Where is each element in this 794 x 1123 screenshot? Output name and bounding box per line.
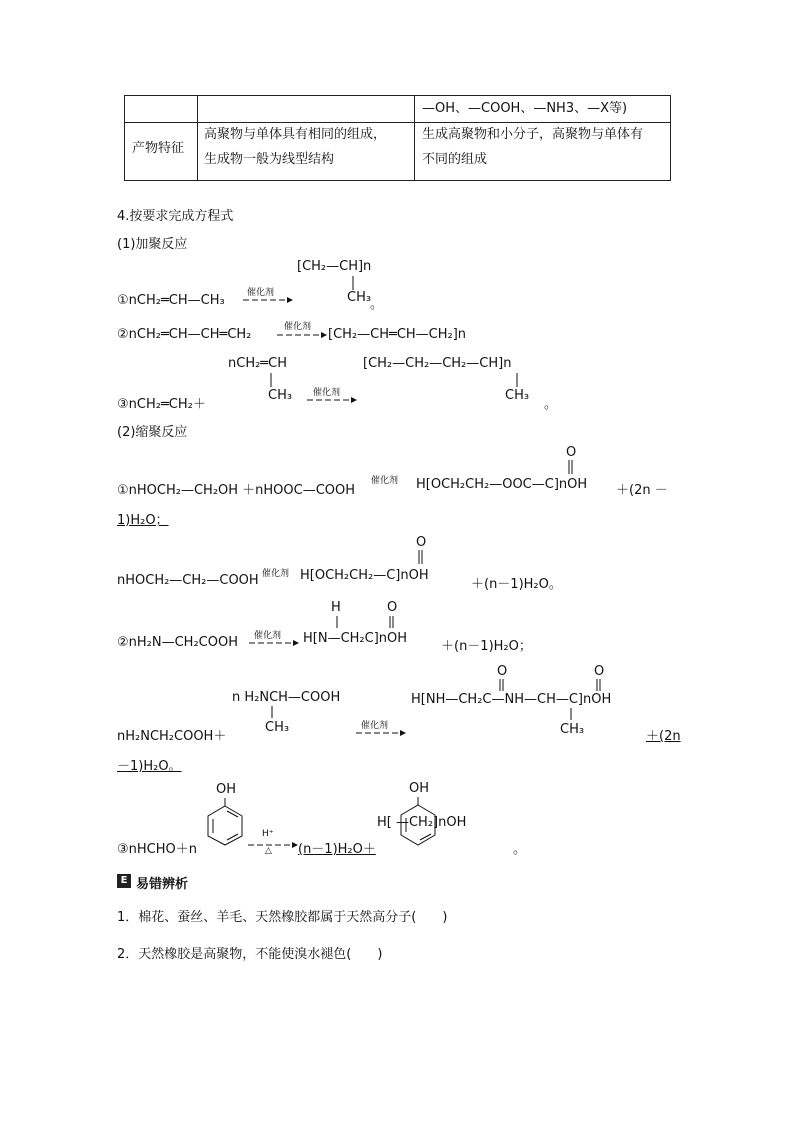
- c1b-catalyst: 催化剂: [262, 569, 290, 579]
- c3-arrow: [356, 728, 406, 740]
- c3-double-bond-2: [596, 679, 602, 691]
- table-cell-r2c3-line2: 不同的组成: [422, 152, 488, 167]
- eq3-product-sub: CH₃: [505, 388, 530, 403]
- table-border-top: [124, 95, 671, 96]
- eq3-arrow: [307, 395, 357, 407]
- eq1-bond: [352, 276, 354, 290]
- table-col-divider-1: [197, 95, 198, 181]
- section-title: 4.按要求完成方程式: [117, 209, 234, 224]
- c3-catalyst: 催化剂: [361, 721, 389, 731]
- eq1-left: ①nCH₂═CH—CH₃: [117, 293, 225, 308]
- c1-product: H[OCH₂CH₂—OOC—C]nOH: [416, 477, 588, 492]
- c2-h: H: [331, 600, 341, 615]
- c4-phenol-ring: [205, 798, 245, 846]
- table-border-bottom: [124, 180, 671, 181]
- eq3-end: 。: [544, 397, 558, 412]
- error-question-2: 2．天然橡胶是高聚物，不能使溴水褪色( ): [117, 947, 383, 962]
- c1b-tail: ＋(n－1)H₂O。: [471, 577, 562, 592]
- c1-left: ①nHOCH₂—CH₂OH ＋nHOOC—COOH: [117, 483, 356, 498]
- eq1-end: 。: [370, 297, 384, 312]
- c2-double-bond: [389, 616, 395, 628]
- c1-o: O: [566, 445, 577, 460]
- section-e-icon: E: [117, 874, 131, 888]
- c3-reactant2-top: n H₂NCH—COOH: [232, 690, 341, 705]
- c1b-double-bond: [418, 550, 424, 564]
- c1b-left: nHOCH₂—CH₂—COOH: [117, 573, 259, 588]
- comparison-table: [124, 95, 671, 181]
- table-border-left: [124, 95, 125, 181]
- c2-left: ②nH₂N—CH₂COOH: [117, 635, 238, 650]
- eq1-product-top: [CH₂—CH]n: [297, 259, 372, 274]
- c4-end: 。: [513, 842, 527, 857]
- c1-tail: ＋(2n －: [616, 483, 668, 498]
- eq3-product-top: [CH₂—CH₂—CH₂—CH]n: [363, 356, 512, 371]
- c3-product-sub: CH₃: [560, 722, 585, 737]
- c4-h-plus: H⁺: [262, 829, 274, 839]
- eq3-product-bond: [516, 373, 518, 387]
- table-cell-r2c2-line1: 高聚物与单体具有相同的组成，: [204, 127, 387, 142]
- c2-catalyst: 催化剂: [254, 631, 282, 641]
- eq3-catalyst: 催化剂: [313, 388, 341, 398]
- c1-catalyst: 催化剂: [371, 476, 399, 486]
- c1-double-bond: [568, 460, 574, 474]
- c1b-product: H[OCH₂CH₂—C]nOH: [300, 568, 429, 583]
- eq2-left: ②nCH₂═CH—CH═CH₂: [117, 327, 252, 342]
- eq1-arrow: [243, 295, 293, 307]
- table-border-right: [670, 95, 671, 181]
- eq2-arrow: [277, 330, 327, 342]
- table-cell-r2c3-line1: 生成高聚物和小分子，高聚物与单体有: [422, 127, 644, 142]
- table-cell-r1c3: —OH、—COOH、—NH3、—X等): [422, 101, 628, 116]
- c3-double-bond-1: [499, 679, 505, 691]
- table-cell-r2c2-line2: 生成物一般为线型结构: [204, 152, 335, 167]
- c3-left: nH₂NCH₂COOH＋: [117, 729, 227, 744]
- c1-tail2: 1)H₂O；: [117, 513, 169, 528]
- c4-oh: OH: [216, 782, 237, 797]
- error-question-1: 1．棉花、蚕丝、羊毛、天然橡胶都属于天然高分子( ): [117, 910, 448, 925]
- c4-delta: △: [265, 846, 272, 856]
- c3-tail2: －1)H₂O。: [117, 759, 182, 774]
- c2-o: O: [387, 600, 398, 615]
- eq3-reactant2-sub: CH₃: [268, 388, 293, 403]
- c4-mid: (n－1)H₂O＋: [298, 842, 376, 857]
- c3-product: H[NH—CH₂C—NH—CH—C]nOH: [411, 692, 612, 707]
- subsection-condensation: (2)缩聚反应: [117, 425, 188, 440]
- c4-product-oh: OH: [409, 781, 430, 796]
- c2-arrow: [249, 638, 299, 650]
- c2-tail: ＋(n－1)H₂O；: [441, 639, 532, 654]
- eq1-product-sub: CH₃: [347, 290, 372, 305]
- c2-product: H[N—CH₂C]nOH: [303, 631, 408, 646]
- c4-left: ③nHCHO＋n: [117, 842, 197, 857]
- c2-h-bond: [336, 616, 338, 628]
- eq3-reactant2-top: nCH₂═CH: [228, 356, 287, 371]
- c1b-o: O: [416, 535, 427, 550]
- eq3-left: ③nCH₂═CH₂＋: [117, 397, 206, 412]
- errors-title: 易错辨析: [136, 877, 189, 892]
- eq2-right: [CH₂—CH═CH—CH₂]n: [328, 327, 467, 342]
- table-cell-r2-label: 产物特征: [132, 141, 185, 156]
- subsection-addition: (1)加聚反应: [117, 237, 188, 252]
- c3-o-1: O: [497, 664, 508, 679]
- c3-reactant2-sub: CH₃: [265, 720, 290, 735]
- c3-reactant2-bond: [271, 706, 273, 718]
- c3-product-bond: [570, 708, 572, 720]
- eq1-catalyst: 催化剂: [247, 288, 275, 298]
- c4-arrow: [248, 840, 298, 852]
- c4-product: H[ —CH₂]nOH: [377, 815, 467, 830]
- eq3-reactant2-bond: [270, 373, 272, 387]
- table-col-divider-2: [414, 95, 415, 181]
- eq2-catalyst: 催化剂: [284, 322, 312, 332]
- c3-o-2: O: [594, 664, 605, 679]
- c3-tail: ＋(2n: [646, 729, 681, 744]
